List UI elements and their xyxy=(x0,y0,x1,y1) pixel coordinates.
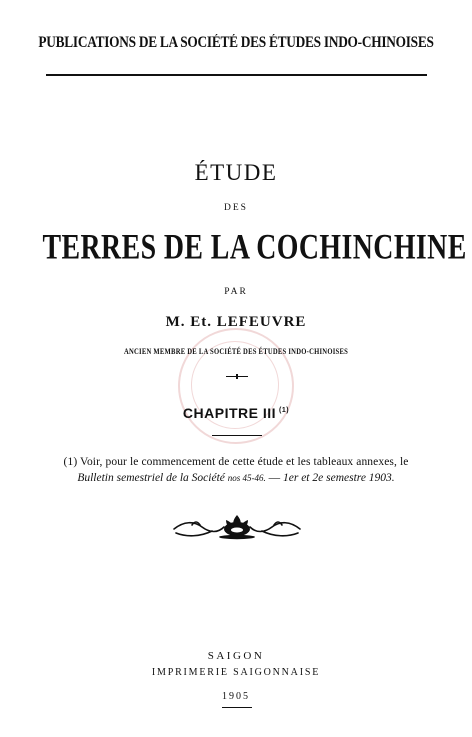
footnote-dash: — xyxy=(265,472,283,484)
footnote-line-2 xyxy=(0,472,472,484)
chapter-label: CHAPITRE III xyxy=(182,405,277,421)
footnote-semester: 1er et 2e semestre 1903. xyxy=(283,472,395,484)
title-des: DES xyxy=(224,203,248,213)
bottom-rule xyxy=(222,707,252,708)
author-name: M. Et. LEFEUVRE xyxy=(165,314,307,330)
main-title: TERRES DE LA COCHINCHINE xyxy=(42,228,467,267)
title-etude: ÉTUDE xyxy=(194,160,278,185)
footnote-bulletin: Bulletin semestriel de la Société xyxy=(77,472,225,484)
chapter-footnote-mark: (1) xyxy=(279,407,290,414)
chapter-rule xyxy=(212,435,262,436)
imprint-city: SAIGON xyxy=(207,650,265,662)
header-rule xyxy=(46,74,427,76)
footnote-line-1: (1) Voir, pour le commencement de cette étude et les tableaux annexes, le xyxy=(63,456,409,468)
chapter-heading xyxy=(0,405,472,421)
footnote-numbers: nos 45-46. xyxy=(227,473,266,483)
title-par: PAR xyxy=(224,287,248,297)
lotus-flourish-ornament-icon xyxy=(172,511,302,541)
divider-short xyxy=(226,376,248,377)
imprint-year: 1905 xyxy=(222,691,250,702)
imprint-printer: IMPRIMERIE SAIGONNAISE xyxy=(151,667,321,678)
author-subtitle: ANCIEN MEMBRE DE LA SOCIÉTÉ DES ÉTUDES INDO-CHINOISES xyxy=(123,346,349,356)
series-header: PUBLICATIONS DE LA SOCIÉTÉ DES ÉTUDES INDO-CHINOISES xyxy=(38,34,434,51)
